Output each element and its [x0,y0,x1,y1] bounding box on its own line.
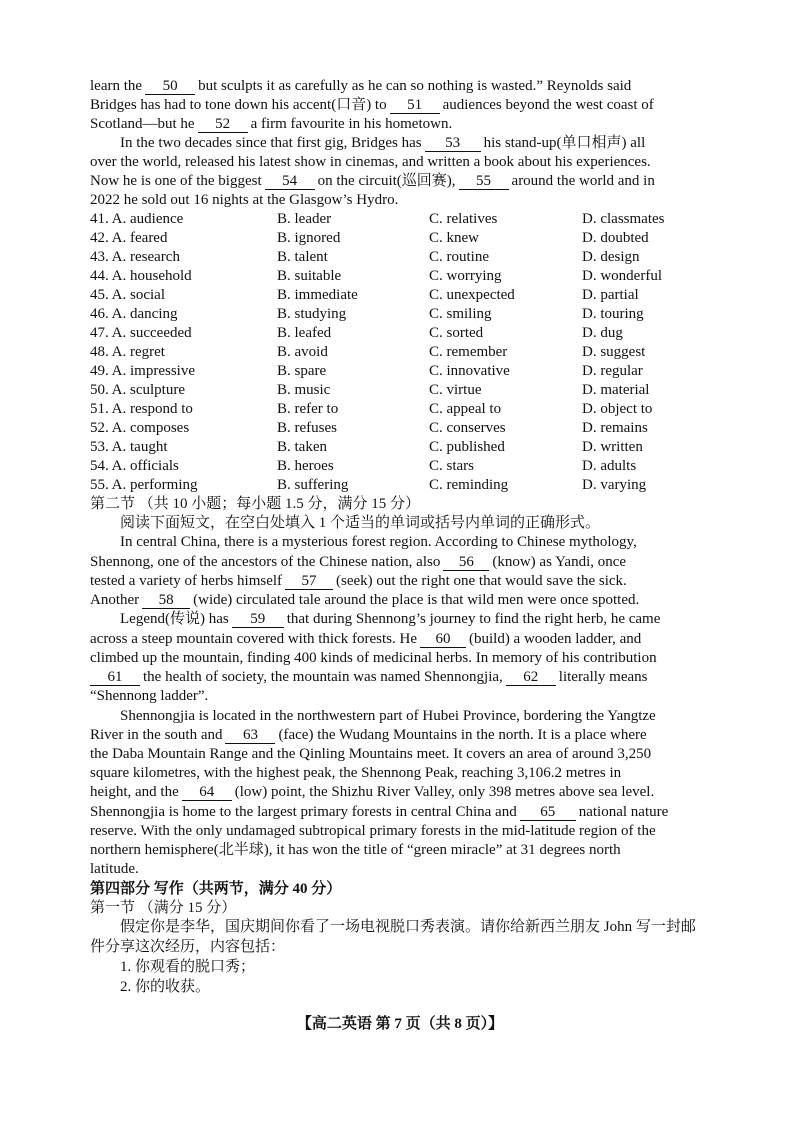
blank-50: 50 [145,79,195,95]
option-47-C: C. sorted [429,325,484,341]
passage-line: 2022 he sold out 16 nights at the Glasgow’s Hydro. [90,192,399,208]
option-55-A: 55. A. performing [90,477,198,493]
passage-line: “Shennong ladder”. [90,688,209,704]
blank-54: 54 [265,174,315,190]
section-heading: 第二节 （共 10 小题；每小题 1.5 分，满分 15 分） [90,496,421,512]
option-51-C: C. appeal to [429,401,502,417]
blank-64: 64 [182,785,232,801]
option-47-B: B. leafed [277,325,332,341]
option-45-C: C. unexpected [429,287,515,303]
option-54-A: 54. A. officials [90,458,179,474]
passage-line: River in the south and 63 (face) the Wudang Mountains in the north. It is a place where [90,727,647,743]
passage-line: Another 58 (wide) circulated tale around the place is that wild men were once spotted. [90,592,640,608]
passage-line: climbed up the mountain, finding 400 kinds of medicinal herbs. In memory of his contribution [90,650,657,666]
option-42-B: B. ignored [277,230,341,246]
option-53-C: C. published [429,439,505,455]
option-51-B: B. refer to [277,401,339,417]
section-instruction: 阅读下面短文，在空白处填入 1 个适当的单词或括号内单词的正确形式。 [120,515,601,531]
passage-line: In central China, there is a mysterious forest region. According to Chinese mythology, [120,534,637,550]
blank-56: 56 [443,555,489,571]
option-53-D: D. written [582,439,643,455]
passage-line: northern hemisphere(北半球), it has won the title of “green miracle” at 31 degrees north [90,842,621,858]
option-48-D: D. suggest [582,344,646,360]
passage-line: Shennongjia is located in the northwestern part of Hubei Province, bordering the Yangtze [120,708,656,724]
option-48-A: 48. A. regret [90,344,165,360]
passage-line: In the two decades since that first gig, Bridges has 53 his stand-up(单口相声) all [120,135,646,151]
passage-line: Scotland—but he 52 a firm favourite in his hometown. [90,116,453,132]
task-text: 件分享这次经历，内容包括： [90,939,286,955]
option-54-D: D. adults [582,458,637,474]
option-44-A: 44. A. household [90,268,192,284]
option-45-D: D. partial [582,287,639,303]
option-52-A: 52. A. composes [90,420,190,436]
option-55-D: D. varying [582,477,647,493]
option-48-C: C. remember [429,344,508,360]
passage-line: reserve. With the only undamaged subtropical primary forests in the mid-latitude region of the [90,823,656,839]
option-44-D: D. wonderful [582,268,662,284]
blank-62: 62 [506,670,556,686]
blank-60: 60 [420,632,466,648]
blank-59: 59 [232,612,284,628]
option-43-B: B. talent [277,249,328,265]
option-41-D: D. classmates [582,211,665,227]
option-49-A: 49. A. impressive [90,363,195,379]
passage-line: Legend(传说) has 59 that during Shennong’s journey to find the right herb, he came [120,611,661,627]
option-51-A: 51. A. respond to [90,401,193,417]
option-49-C: C. innovative [429,363,510,379]
task-item: 2. 你的收获。 [120,979,211,995]
option-55-C: C. reminding [429,477,509,493]
passage-line: Shennongjia is home to the largest primary forests in central China and 65 national nature [90,804,669,820]
passage-line: height, and the 64 (low) point, the Shizhu River Valley, only 398 metres above sea level. [90,784,655,800]
passage-line: 61 the health of society, the mountain was named Shennongjia, 62 literally means [90,668,648,687]
option-41-B: B. leader [277,211,332,227]
blank-55: 55 [459,174,509,190]
option-47-A: 47. A. succeeded [90,325,192,341]
option-51-D: D. object to [582,401,653,417]
blank-52: 52 [198,117,248,133]
option-49-B: B. spare [277,363,327,379]
page-footer: 【高二英语 第 7 页（共 8 页）】 [296,1016,504,1032]
passage-line: square kilometres, with the highest peak, the Shennong Peak, reaching 3,106.2 metres in [90,765,622,781]
passage-line: the Daba Mountain Range and the Qinling Mountains meet. It covers an area of around 3,250 [90,746,652,762]
passage-line: Bridges has had to tone down his accent(口音) to 51 audiences beyond the west coast of [90,97,654,113]
task-text: 假定你是李华，国庆期间你看了一场电视脱口秀表演。请你给新西兰朋友 John 写一封邮 [120,919,696,935]
option-48-B: B. avoid [277,344,328,360]
option-49-D: D. regular [582,363,643,379]
option-43-D: D. design [582,249,640,265]
blank-53: 53 [425,136,481,152]
option-50-C: C. virtue [429,382,482,398]
passage-line: Now he is one of the biggest 54 on the circuit(巡回赛), 55 around the world and in [90,173,655,189]
option-46-D: D. touring [582,306,644,322]
blank-57: 57 [285,574,333,590]
option-50-A: 50. A. sculpture [90,382,185,398]
option-52-B: B. refuses [277,420,337,436]
option-46-A: 46. A. dancing [90,306,178,322]
option-42-C: C. knew [429,230,479,246]
blank-63: 63 [225,728,275,744]
option-54-B: B. heroes [277,458,334,474]
option-43-A: 43. A. research [90,249,180,265]
option-46-C: C. smiling [429,306,492,322]
passage-line: learn the 50 but sculpts it as carefully as he can so nothing is wasted.” Reynolds said [90,78,632,94]
option-46-B: B. studying [277,306,347,322]
option-47-D: D. dug [582,325,623,341]
task-item: 1. 你观看的脱口秀； [120,959,256,975]
passage-line: latitude. [90,861,139,877]
option-55-B: B. suffering [277,477,349,493]
option-53-B: B. taken [277,439,327,455]
blank-61: 61 [90,670,140,686]
blank-65: 65 [520,805,576,821]
option-44-C: C. worrying [429,268,502,284]
blank-51: 51 [390,98,440,114]
option-45-A: 45. A. social [90,287,165,303]
passage-line: across a steep mountain covered with thick forests. He 60 (build) a wooden ladder, and [90,631,642,647]
option-54-C: C. stars [429,458,474,474]
option-50-B: B. music [277,382,331,398]
passage-line: over the world, released his latest show in cinemas, and written a book about his experiences. [90,154,651,170]
option-52-D: D. remains [582,420,648,436]
option-45-B: B. immediate [277,287,358,303]
option-41-A: 41. A. audience [90,211,184,227]
option-44-B: B. suitable [277,268,342,284]
option-53-A: 53. A. taught [90,439,168,455]
option-41-C: C. relatives [429,211,498,227]
option-42-D: D. doubted [582,230,649,246]
option-52-C: C. conserves [429,420,506,436]
section-heading: 第一节 （满分 15 分） [90,900,237,916]
part-heading: 第四部分 写作（共两节，满分 40 分） [90,881,342,897]
passage-line: Shennong, one of the ancestors of the Chinese nation, also 56 (know) as Yandi, once [90,554,627,570]
passage-line: tested a variety of herbs himself 57 (seek) out the right one that would save the sick. [90,573,627,589]
option-50-D: D. material [582,382,650,398]
option-43-C: C. routine [429,249,489,265]
blank-58: 58 [142,593,190,609]
option-42-A: 42. A. feared [90,230,168,246]
